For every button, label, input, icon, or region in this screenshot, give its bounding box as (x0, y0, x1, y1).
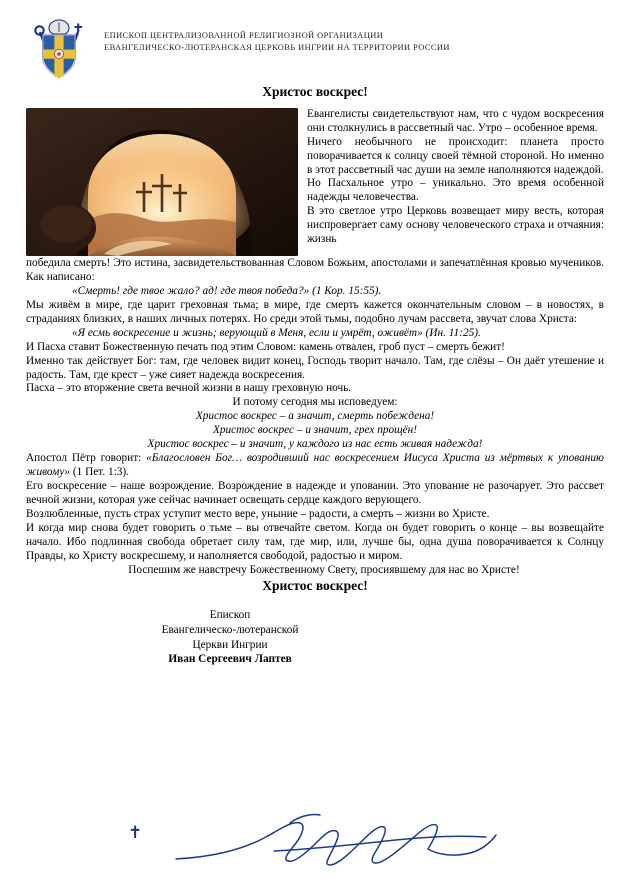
intro-paragraph-4: В это светлое утро Церковь возвещает миру весть, которая ниспровергает саму основу человеческого страха и отчаяния: жизнь (307, 205, 604, 246)
peter-quote: «Благословен Бог… возродивший нас воскресением Иисуса Христа из мёртвых к упованию живому» (26, 452, 604, 479)
signature-line-2: Евангелическо-лютеранской (161, 623, 299, 636)
body-paragraph-4: Именно так действует Бог: там, где человек видит конец, Господь творит начало. Там, где слёзы – Он даёт утешение и радость. Там, где крест – уже сияет надежда воскресения. (26, 354, 604, 381)
confession-line-3: Христос воскрес – и значит, у каждого из нас есть живая надежда! (147, 438, 483, 451)
confession-heading: И потому сегодня мы исповедуем: (232, 396, 398, 409)
closing-title: Христос воскрес! (262, 577, 368, 593)
org-line-1: ЕПИСКОП ЦЕНТРАЛИЗОВАННОЙ РЕЛИГИОЗНОЙ ОРГАНИЗАЦИИ (104, 31, 384, 40)
confession-line-2: Христос воскрес – и значит, грех прощён! (212, 424, 418, 437)
body-paragraph-1: победила смерть! Это истина, засвидетельствованная Словом Божьим, апостолами и запечатлённая кровью мучеников. Как написано: (26, 257, 604, 283)
church-coat-of-arms-icon (26, 18, 92, 80)
handwritten-signature (170, 807, 590, 877)
signature-block (26, 608, 604, 667)
body-paragraph-5: Пасха – это вторжение света вечной жизни в нашу греховную ночь. (26, 382, 352, 395)
scripture-quote-2: «Я есмь воскресение и жизнь; верующий в Меня, если и умрёт, оживёт» (Ин. 11:25). (72, 326, 481, 339)
page-title: Христос воскрес! (262, 84, 368, 99)
document-header (26, 18, 604, 80)
empty-tomb-photo (26, 108, 298, 256)
intro-paragraph-2: Ничего необычного не происходит: планета просто поворачивается к солнцу своей тёмной стороной. Но именно в этот рассветный час души на земле наполняются надеждой. (307, 135, 604, 176)
peter-intro: Апостол Пётр говорит: (26, 452, 147, 465)
scripture-quote-1: «Смерть! где твое жало? ад! где твоя победа?» (1 Кор. 15:55). (72, 284, 382, 297)
body-paragraph-10: Поспешим же навстречу Божественному Свету, просиявшему для нас во Христе! (128, 563, 520, 576)
body-paragraph-7: Его воскресение – наше возрождение. Возрождение в надежде и уповании. Это упование не разочарует. Это рассвет вечной жизни, которая уже сейчас начинает освещать сердце каждого верующего. (26, 480, 604, 506)
hero-section (26, 108, 604, 256)
bishop-name: Иван Сергеевич Лаптев (168, 653, 292, 666)
intro-column (307, 108, 604, 247)
intro-paragraph-3: Но Пасхальное утро – уникально. Это время особенной надежды человечества. (307, 177, 604, 204)
signature-line-3: Церкви Ингрии (192, 638, 268, 651)
body-paragraph-6 (26, 452, 604, 480)
peter-reference: (1 Пет. 1:3). (70, 466, 130, 479)
body-paragraph-9: И когда мир снова будет говорить о тьме – вы отвечайте светом. Когда он будет говорить о конце – вы возвещайте начало. Ибо подлинная свобода обретает силу там, где мир, или, лучше бы, одна душа поворачивается к Солнцу Правды, ко Христу воскресшему, и наполняется свободой, радостью и миром. (26, 521, 604, 562)
body-paragraph-8: Возлюбленные, пусть страх уступит место вере, уныние – радости, а смерть – жизни во Христе. (26, 507, 490, 520)
organization-title (104, 18, 450, 54)
intro-paragraph-1: Евангелисты свидетельствуют нам, что с чудом воскресения они столкнулись в рассветный час. Утро – особенное время. (307, 108, 604, 134)
body-paragraph-2: Мы живём в мире, где царит греховная тьма; в мире, где смерть кажется окончательным словом – в новостях, в страданиях близких, в наших личных потерях. Но среди этой тьмы, подобно лучам рассвета, звучат слова Христа: (26, 298, 604, 325)
cross-mark-icon: ✝ (128, 823, 143, 842)
body-paragraph-3: И Пасха ставит Божественную печать под этим Словом: камень отвален, гроб пуст – смерть бежит! (26, 340, 505, 353)
org-line-2: ЕВАНГЕЛИЧЕСКО-ЛЮТЕРАНСКАЯ ЦЕРКОВЬ ИНГРИИ НА ТЕРРИТОРИИ РОССИИ (104, 43, 450, 53)
letter-body (26, 257, 604, 594)
signature-line-1: Епископ (209, 609, 251, 622)
confession-line-1: Христос воскрес – а значит, смерть побеждена! (195, 410, 435, 423)
